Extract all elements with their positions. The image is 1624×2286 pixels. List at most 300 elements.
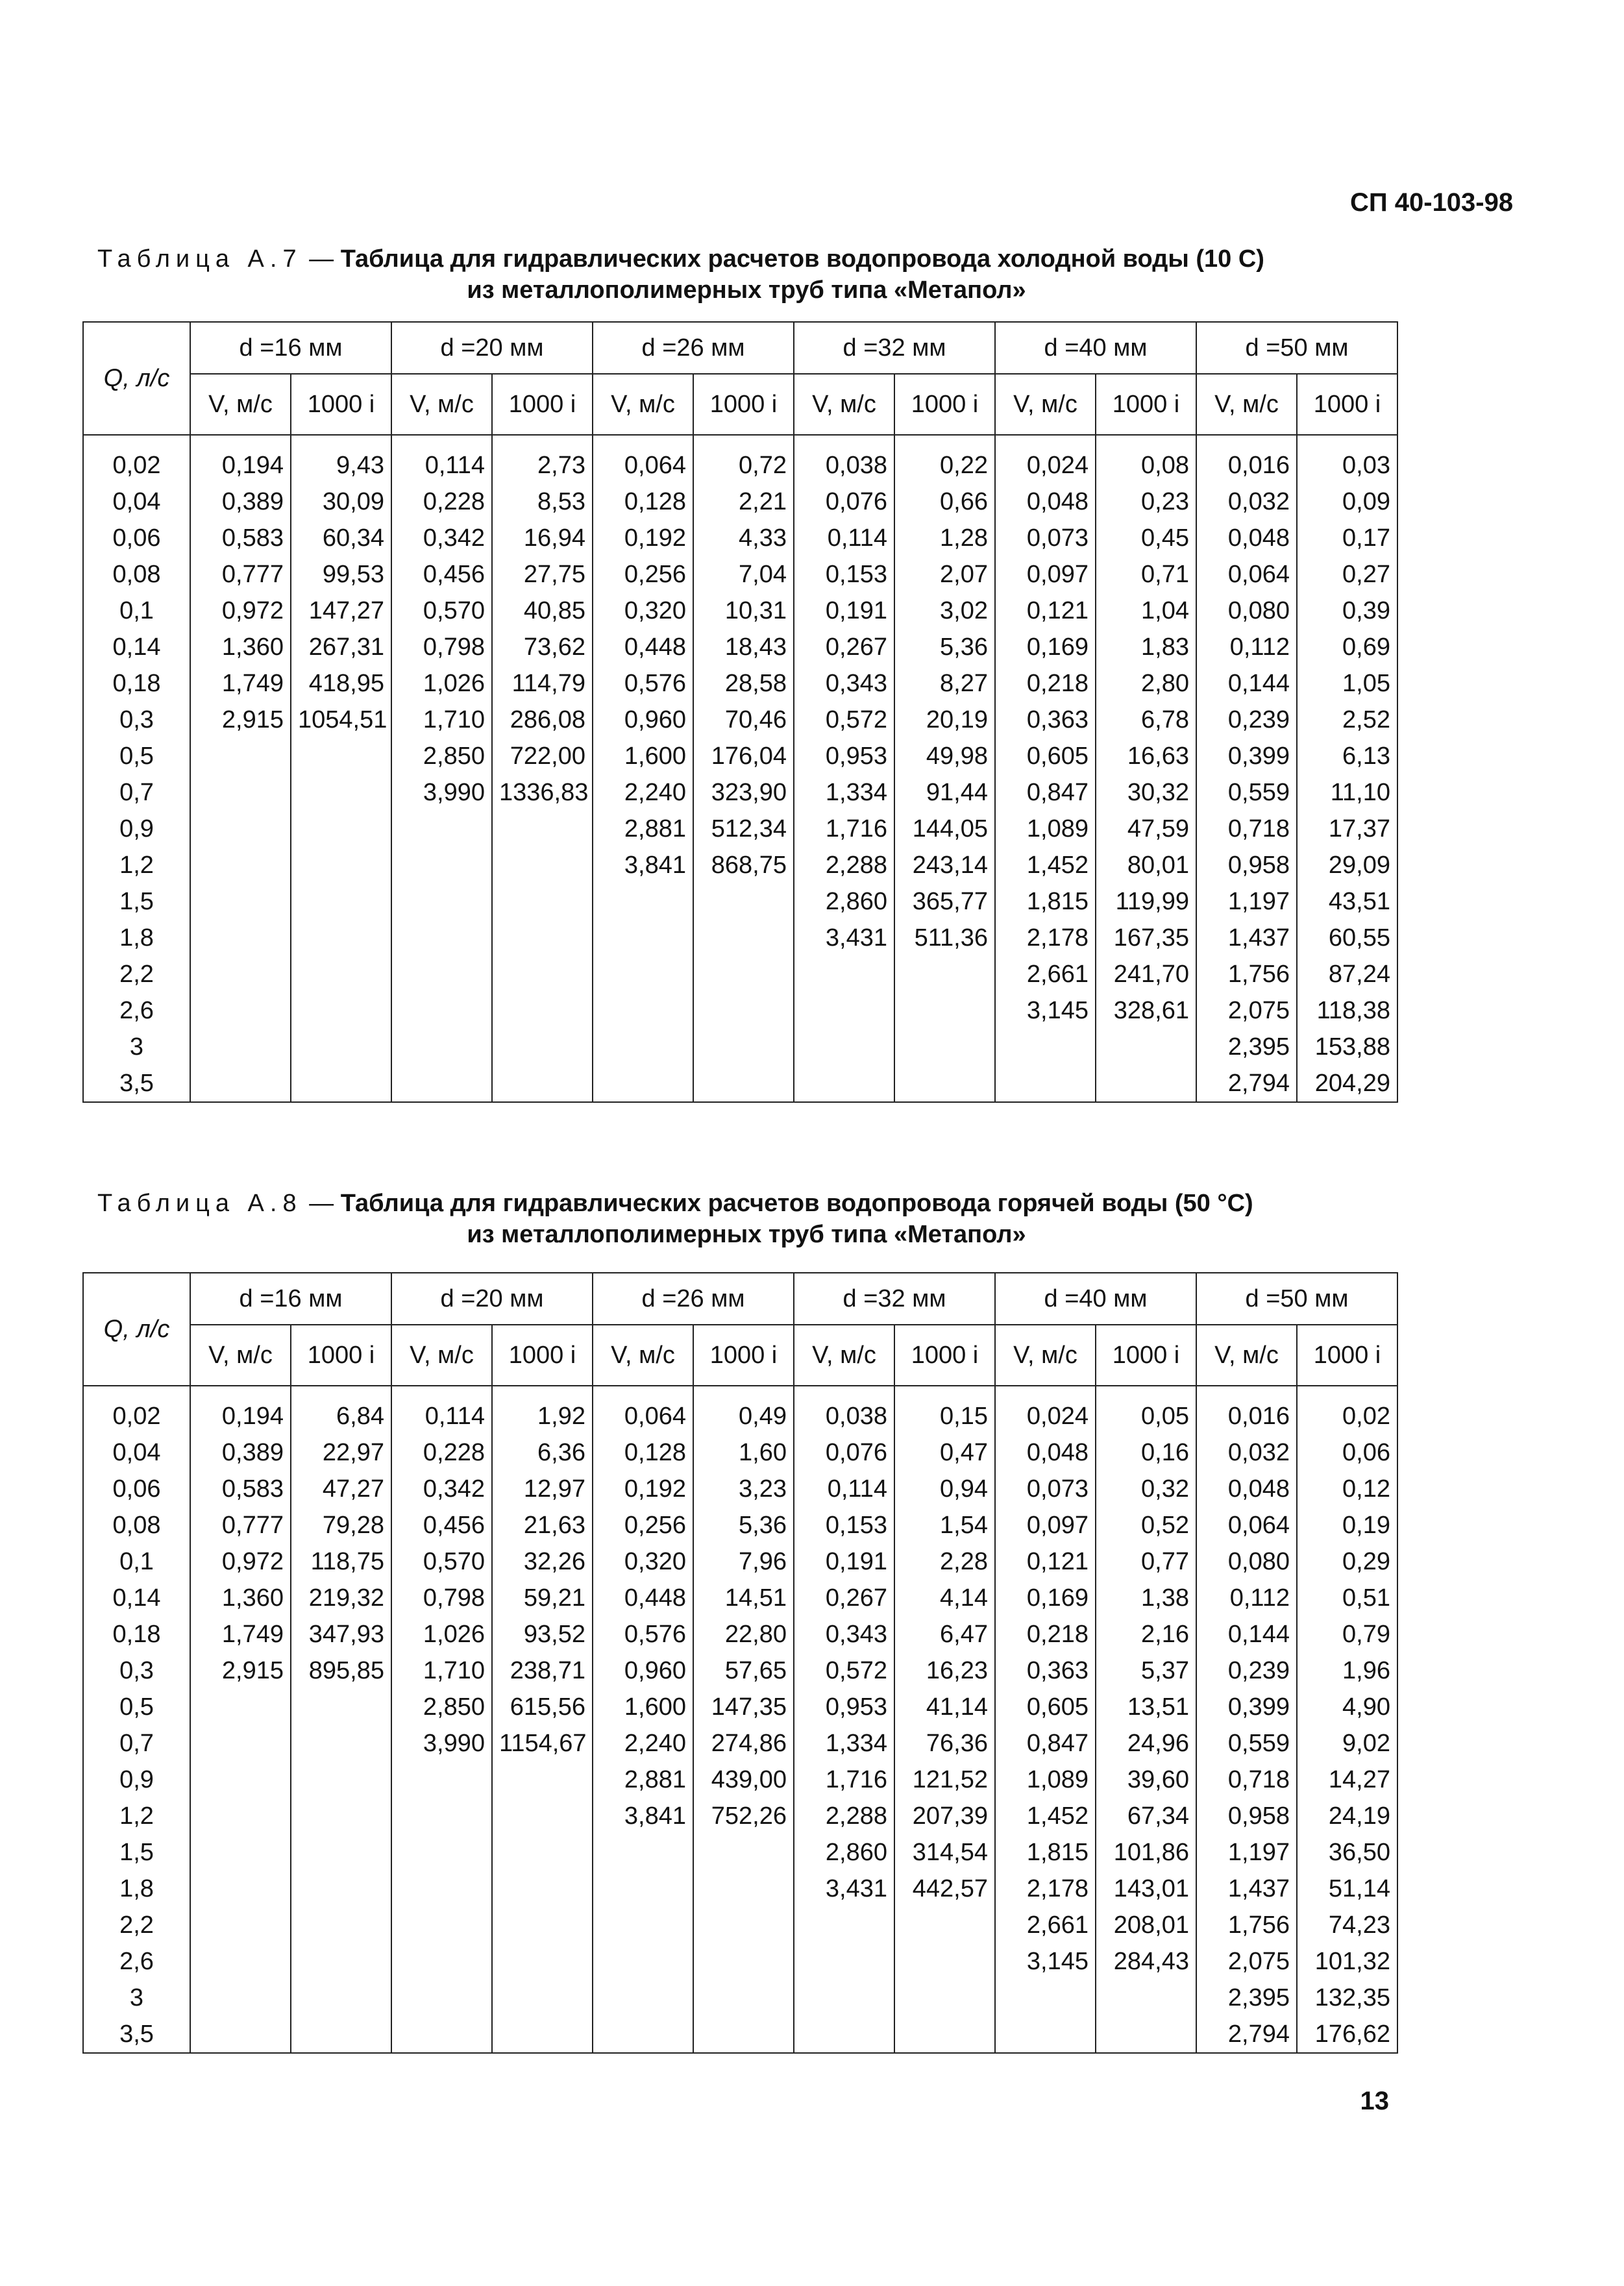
head-loss-cell xyxy=(492,992,593,1029)
velocity-cell: 3,990 xyxy=(391,774,492,811)
velocity-cell: 0,953 xyxy=(794,738,894,774)
velocity-cell: 1,360 xyxy=(190,1580,291,1616)
head-loss-header: 1000 i xyxy=(894,374,995,435)
velocity-cell: 0,024 xyxy=(995,1386,1096,1434)
velocity-cell: 0,076 xyxy=(794,1434,894,1471)
head-loss-cell: 284,43 xyxy=(1096,1943,1196,1980)
velocity-cell: 0,194 xyxy=(190,435,291,484)
head-loss-cell: 3,02 xyxy=(894,593,995,629)
flow-cell: 1,8 xyxy=(83,1871,190,1907)
velocity-cell: 0,343 xyxy=(794,1616,894,1653)
head-loss-header: 1000 i xyxy=(693,374,794,435)
flow-cell: 0,3 xyxy=(83,702,190,738)
head-loss-cell: 40,85 xyxy=(492,593,593,629)
head-loss-cell: 0,12 xyxy=(1297,1471,1397,1507)
velocity-cell: 0,192 xyxy=(593,1471,693,1507)
flow-cell: 0,04 xyxy=(83,484,190,520)
head-loss-cell: 60,34 xyxy=(291,520,391,556)
velocity-cell: 0,570 xyxy=(391,1543,492,1580)
velocity-cell xyxy=(190,956,291,992)
diameter-header: d =20 мм xyxy=(391,1273,593,1325)
diameter-header: d =40 мм xyxy=(995,1273,1196,1325)
head-loss-cell: 57,65 xyxy=(693,1653,794,1689)
head-loss-cell: 752,26 xyxy=(693,1798,794,1834)
velocity-cell xyxy=(794,1980,894,2016)
head-loss-cell: 1054,51 xyxy=(291,702,391,738)
table-row xyxy=(83,847,1397,883)
velocity-cell: 1,197 xyxy=(1196,883,1297,920)
velocity-cell: 0,032 xyxy=(1196,1434,1297,1471)
head-loss-cell: 0,77 xyxy=(1096,1543,1196,1580)
velocity-cell xyxy=(190,883,291,920)
velocity-cell: 0,169 xyxy=(995,1580,1096,1616)
velocity-cell: 2,661 xyxy=(995,956,1096,992)
head-loss-cell: 12,97 xyxy=(492,1471,593,1507)
head-loss-cell: 6,13 xyxy=(1297,738,1397,774)
table-row xyxy=(83,593,1397,629)
head-loss-cell: 0,49 xyxy=(693,1386,794,1434)
velocity-cell: 0,960 xyxy=(593,702,693,738)
head-loss-cell: 80,01 xyxy=(1096,847,1196,883)
velocity-cell: 0,121 xyxy=(995,593,1096,629)
head-loss-cell: 11,10 xyxy=(1297,774,1397,811)
head-loss-cell: 176,04 xyxy=(693,738,794,774)
velocity-cell xyxy=(391,1834,492,1871)
velocity-header: V, м/с xyxy=(995,374,1096,435)
head-loss-cell: 39,60 xyxy=(1096,1762,1196,1798)
head-loss-cell xyxy=(291,1907,391,1943)
velocity-cell xyxy=(190,1980,291,2016)
velocity-cell xyxy=(593,1907,693,1943)
head-loss-cell: 16,23 xyxy=(894,1653,995,1689)
head-loss-cell xyxy=(492,1834,593,1871)
velocity-cell: 1,710 xyxy=(391,1653,492,1689)
head-loss-cell xyxy=(894,1907,995,1943)
head-loss-cell: 49,98 xyxy=(894,738,995,774)
velocity-cell: 0,389 xyxy=(190,1434,291,1471)
table-a7-caption: Таблица А.7 — Таблица для гидравлических расчетов водопровода холодной воды (10 С) из металлополимерных труб типа «Метапол» xyxy=(97,243,1396,306)
velocity-cell xyxy=(190,920,291,956)
head-loss-cell xyxy=(291,2016,391,2053)
velocity-cell xyxy=(995,1980,1096,2016)
head-loss-cell: 6,47 xyxy=(894,1616,995,1653)
table-row xyxy=(83,1471,1397,1507)
head-loss-cell: 0,23 xyxy=(1096,484,1196,520)
head-loss-cell xyxy=(894,1980,995,2016)
head-loss-cell xyxy=(492,1798,593,1834)
head-loss-cell: 2,80 xyxy=(1096,665,1196,702)
table-a7-title-line2: из металлополимерных труб типа «Метапол» xyxy=(467,277,1026,304)
velocity-cell: 0,073 xyxy=(995,520,1096,556)
table-row xyxy=(83,556,1397,593)
head-loss-cell: 241,70 xyxy=(1096,956,1196,992)
velocity-cell: 0,798 xyxy=(391,629,492,665)
velocity-cell xyxy=(593,1029,693,1065)
head-loss-cell: 121,52 xyxy=(894,1762,995,1798)
head-loss-cell: 895,85 xyxy=(291,1653,391,1689)
flow-cell: 0,7 xyxy=(83,774,190,811)
head-loss-cell: 29,09 xyxy=(1297,847,1397,883)
head-loss-header: 1000 i xyxy=(291,1325,391,1386)
velocity-cell: 0,958 xyxy=(1196,1798,1297,1834)
velocity-cell: 1,437 xyxy=(1196,920,1297,956)
velocity-cell xyxy=(391,1029,492,1065)
head-loss-cell xyxy=(492,1029,593,1065)
velocity-cell: 1,756 xyxy=(1196,956,1297,992)
head-loss-cell xyxy=(291,883,391,920)
head-loss-cell xyxy=(492,956,593,992)
head-loss-cell: 6,84 xyxy=(291,1386,391,1434)
velocity-cell: 0,191 xyxy=(794,593,894,629)
velocity-cell: 2,860 xyxy=(794,883,894,920)
velocity-cell: 0,048 xyxy=(995,484,1096,520)
table-row xyxy=(83,738,1397,774)
flow-cell: 0,18 xyxy=(83,665,190,702)
velocity-cell: 0,080 xyxy=(1196,1543,1297,1580)
head-loss-cell: 1,96 xyxy=(1297,1653,1397,1689)
velocity-cell: 0,972 xyxy=(190,593,291,629)
head-loss-cell: 1,60 xyxy=(693,1434,794,1471)
head-loss-cell xyxy=(492,920,593,956)
diameter-header: d =26 мм xyxy=(593,322,794,374)
velocity-cell: 0,038 xyxy=(794,435,894,484)
head-loss-cell xyxy=(693,1029,794,1065)
head-loss-cell: 43,51 xyxy=(1297,883,1397,920)
head-loss-cell xyxy=(291,1725,391,1762)
head-loss-cell: 7,96 xyxy=(693,1543,794,1580)
head-loss-cell: 22,80 xyxy=(693,1616,794,1653)
velocity-cell: 1,815 xyxy=(995,883,1096,920)
head-loss-header: 1000 i xyxy=(1096,374,1196,435)
head-loss-cell xyxy=(693,1065,794,1102)
velocity-header: V, м/с xyxy=(995,1325,1096,1386)
head-loss-cell: 5,36 xyxy=(894,629,995,665)
velocity-cell: 0,570 xyxy=(391,593,492,629)
velocity-cell: 2,395 xyxy=(1196,1980,1297,2016)
velocity-cell: 0,114 xyxy=(794,520,894,556)
flow-cell: 3,5 xyxy=(83,1065,190,1102)
head-loss-cell xyxy=(291,738,391,774)
head-loss-cell xyxy=(492,2016,593,2053)
head-loss-cell xyxy=(492,1907,593,1943)
head-loss-cell xyxy=(894,992,995,1029)
head-loss-cell: 14,27 xyxy=(1297,1762,1397,1798)
velocity-cell: 1,334 xyxy=(794,1725,894,1762)
velocity-cell: 0,112 xyxy=(1196,629,1297,665)
head-loss-cell: 1,05 xyxy=(1297,665,1397,702)
velocity-cell: 0,153 xyxy=(794,556,894,593)
velocity-cell: 2,915 xyxy=(190,1653,291,1689)
velocity-cell: 0,718 xyxy=(1196,811,1297,847)
table-row xyxy=(83,1543,1397,1580)
table-row xyxy=(83,920,1397,956)
velocity-cell: 1,452 xyxy=(995,847,1096,883)
velocity-cell xyxy=(593,1980,693,2016)
velocity-cell: 0,448 xyxy=(593,1580,693,1616)
head-loss-cell xyxy=(1096,1980,1196,2016)
head-loss-cell: 0,09 xyxy=(1297,484,1397,520)
velocity-cell: 0,064 xyxy=(593,1386,693,1434)
head-loss-header: 1000 i xyxy=(1096,1325,1196,1386)
table-row xyxy=(83,2016,1397,2053)
head-loss-cell xyxy=(291,1871,391,1907)
flow-cell: 0,1 xyxy=(83,1543,190,1580)
flow-cell: 0,04 xyxy=(83,1434,190,1471)
velocity-cell: 0,456 xyxy=(391,1507,492,1543)
velocity-cell xyxy=(593,992,693,1029)
diameter-header: d =50 мм xyxy=(1196,1273,1397,1325)
head-loss-cell: 176,62 xyxy=(1297,2016,1397,2053)
velocity-cell: 0,048 xyxy=(995,1434,1096,1471)
head-loss-cell: 51,14 xyxy=(1297,1871,1397,1907)
diameter-header: d =20 мм xyxy=(391,322,593,374)
diameter-header: d =26 мм xyxy=(593,1273,794,1325)
velocity-cell: 0,064 xyxy=(1196,1507,1297,1543)
head-loss-cell: 0,47 xyxy=(894,1434,995,1471)
head-loss-header: 1000 i xyxy=(1297,1325,1397,1386)
velocity-header: V, м/с xyxy=(1196,1325,1297,1386)
velocity-cell: 3,990 xyxy=(391,1725,492,1762)
velocity-cell xyxy=(391,811,492,847)
velocity-cell xyxy=(995,1029,1096,1065)
velocity-cell: 2,661 xyxy=(995,1907,1096,1943)
head-loss-cell: 0,22 xyxy=(894,435,995,484)
head-loss-cell: 2,21 xyxy=(693,484,794,520)
head-loss-cell: 14,51 xyxy=(693,1580,794,1616)
head-loss-cell: 0,69 xyxy=(1297,629,1397,665)
velocity-cell xyxy=(190,738,291,774)
velocity-cell xyxy=(391,1980,492,2016)
velocity-cell xyxy=(995,2016,1096,2053)
velocity-cell xyxy=(190,1029,291,1065)
velocity-cell xyxy=(794,1029,894,1065)
head-loss-cell: 0,66 xyxy=(894,484,995,520)
head-loss-cell: 1,38 xyxy=(1096,1580,1196,1616)
table-row xyxy=(83,992,1397,1029)
head-loss-cell xyxy=(894,1065,995,1102)
head-loss-cell: 1336,83 xyxy=(492,774,593,811)
table-row xyxy=(83,1029,1397,1065)
velocity-cell xyxy=(190,1943,291,1980)
head-loss-cell: 16,63 xyxy=(1096,738,1196,774)
head-loss-cell xyxy=(291,1980,391,2016)
diameter-header: d =40 мм xyxy=(995,322,1196,374)
head-loss-cell: 153,88 xyxy=(1297,1029,1397,1065)
velocity-cell xyxy=(794,1943,894,1980)
head-loss-cell: 7,04 xyxy=(693,556,794,593)
velocity-cell: 0,399 xyxy=(1196,1689,1297,1725)
velocity-cell: 1,452 xyxy=(995,1798,1096,1834)
flow-cell: 0,5 xyxy=(83,1689,190,1725)
velocity-header: V, м/с xyxy=(593,374,693,435)
head-loss-cell: 47,59 xyxy=(1096,811,1196,847)
head-loss-cell: 2,16 xyxy=(1096,1616,1196,1653)
page-number: 13 xyxy=(1360,2087,1389,2115)
head-loss-cell: 0,06 xyxy=(1297,1434,1397,1471)
head-loss-cell: 47,27 xyxy=(291,1471,391,1507)
velocity-cell xyxy=(794,1907,894,1943)
table-a8-caption: Таблица А.8 — Таблица для гидравлических расчетов водопровода горячей воды (50 °С) из металлополимерных труб типа «Метапол» xyxy=(97,1188,1396,1250)
velocity-cell: 0,559 xyxy=(1196,774,1297,811)
flow-cell: 2,6 xyxy=(83,1943,190,1980)
velocity-cell: 0,953 xyxy=(794,1689,894,1725)
head-loss-cell: 87,24 xyxy=(1297,956,1397,992)
head-loss-cell: 41,14 xyxy=(894,1689,995,1725)
head-loss-cell: 147,27 xyxy=(291,593,391,629)
velocity-header: V, м/с xyxy=(391,1325,492,1386)
velocity-cell: 2,881 xyxy=(593,811,693,847)
head-loss-cell: 6,78 xyxy=(1096,702,1196,738)
velocity-cell: 0,097 xyxy=(995,556,1096,593)
head-loss-cell xyxy=(693,1943,794,1980)
head-loss-cell: 511,36 xyxy=(894,920,995,956)
velocity-cell xyxy=(593,1943,693,1980)
head-loss-cell xyxy=(693,883,794,920)
diameter-header: d =16 мм xyxy=(190,322,391,374)
velocity-cell: 0,342 xyxy=(391,1471,492,1507)
velocity-cell: 1,089 xyxy=(995,811,1096,847)
velocity-cell: 0,228 xyxy=(391,484,492,520)
diameter-header: d =32 мм xyxy=(794,1273,995,1325)
velocity-cell xyxy=(391,992,492,1029)
table-row xyxy=(83,1580,1397,1616)
velocity-cell: 0,218 xyxy=(995,1616,1096,1653)
table-a7 xyxy=(82,321,1398,1103)
head-loss-cell: 17,37 xyxy=(1297,811,1397,847)
head-loss-cell: 24,96 xyxy=(1096,1725,1196,1762)
head-loss-cell: 167,35 xyxy=(1096,920,1196,956)
head-loss-cell xyxy=(291,847,391,883)
velocity-cell: 0,114 xyxy=(391,1386,492,1434)
head-loss-cell: 1,28 xyxy=(894,520,995,556)
head-loss-cell: 147,35 xyxy=(693,1689,794,1725)
velocity-cell: 1,026 xyxy=(391,1616,492,1653)
flow-cell: 0,14 xyxy=(83,1580,190,1616)
head-loss-cell: 5,36 xyxy=(693,1507,794,1543)
head-loss-cell: 0,16 xyxy=(1096,1434,1196,1471)
flow-cell: 1,2 xyxy=(83,847,190,883)
velocity-cell: 1,360 xyxy=(190,629,291,665)
velocity-cell: 0,032 xyxy=(1196,484,1297,520)
velocity-cell: 0,363 xyxy=(995,702,1096,738)
head-loss-header: 1000 i xyxy=(894,1325,995,1386)
head-loss-cell: 13,51 xyxy=(1096,1689,1196,1725)
flow-cell: 0,02 xyxy=(83,1386,190,1434)
head-loss-cell xyxy=(693,1980,794,2016)
velocity-cell: 2,850 xyxy=(391,1689,492,1725)
head-loss-cell: 5,37 xyxy=(1096,1653,1196,1689)
head-loss-cell: 70,46 xyxy=(693,702,794,738)
velocity-header: V, м/с xyxy=(794,374,894,435)
velocity-cell: 2,288 xyxy=(794,1798,894,1834)
head-loss-cell: 30,32 xyxy=(1096,774,1196,811)
flow-cell: 0,06 xyxy=(83,1471,190,1507)
head-loss-cell xyxy=(291,1689,391,1725)
q-header: Q, л/с xyxy=(83,322,190,435)
head-loss-cell xyxy=(693,920,794,956)
velocity-header: V, м/с xyxy=(190,1325,291,1386)
diameter-header: d =32 мм xyxy=(794,322,995,374)
head-loss-cell: 0,39 xyxy=(1297,593,1397,629)
flow-cell: 0,06 xyxy=(83,520,190,556)
diameter-header: d =50 мм xyxy=(1196,322,1397,374)
head-loss-cell: 0,27 xyxy=(1297,556,1397,593)
head-loss-cell: 0,71 xyxy=(1096,556,1196,593)
velocity-cell: 2,240 xyxy=(593,774,693,811)
head-loss-cell xyxy=(693,1871,794,1907)
velocity-cell: 0,016 xyxy=(1196,1386,1297,1434)
velocity-cell: 0,097 xyxy=(995,1507,1096,1543)
velocity-cell: 0,228 xyxy=(391,1434,492,1471)
table-row xyxy=(83,1386,1397,1434)
head-loss-cell: 347,93 xyxy=(291,1616,391,1653)
velocity-cell: 1,749 xyxy=(190,1616,291,1653)
flow-cell: 0,18 xyxy=(83,1616,190,1653)
head-loss-cell: 27,75 xyxy=(492,556,593,593)
velocity-cell: 0,847 xyxy=(995,774,1096,811)
head-loss-cell xyxy=(291,992,391,1029)
velocity-cell xyxy=(190,1762,291,1798)
velocity-cell xyxy=(190,1725,291,1762)
flow-cell: 0,9 xyxy=(83,811,190,847)
flow-cell: 3 xyxy=(83,1029,190,1065)
velocity-cell: 0,064 xyxy=(1196,556,1297,593)
head-loss-cell: 8,27 xyxy=(894,665,995,702)
velocity-cell: 0,342 xyxy=(391,520,492,556)
velocity-cell: 0,169 xyxy=(995,629,1096,665)
head-loss-cell: 2,73 xyxy=(492,435,593,484)
head-loss-cell: 79,28 xyxy=(291,1507,391,1543)
velocity-cell: 1,716 xyxy=(794,1762,894,1798)
velocity-cell: 0,777 xyxy=(190,1507,291,1543)
velocity-cell xyxy=(391,883,492,920)
head-loss-cell: 0,08 xyxy=(1096,435,1196,484)
head-loss-cell: 0,45 xyxy=(1096,520,1196,556)
velocity-cell: 3,841 xyxy=(593,1798,693,1834)
table-row xyxy=(83,1834,1397,1871)
head-loss-cell: 36,50 xyxy=(1297,1834,1397,1871)
head-loss-cell xyxy=(693,1907,794,1943)
velocity-cell: 0,267 xyxy=(794,1580,894,1616)
document-code: СП 40-103-98 xyxy=(1350,188,1514,217)
diameter-header: d =16 мм xyxy=(190,1273,391,1325)
head-loss-cell xyxy=(291,1065,391,1102)
velocity-cell xyxy=(391,847,492,883)
velocity-cell xyxy=(190,1907,291,1943)
table-row xyxy=(83,1653,1397,1689)
velocity-cell: 0,320 xyxy=(593,1543,693,1580)
head-loss-cell: 204,29 xyxy=(1297,1065,1397,1102)
velocity-cell: 0,572 xyxy=(794,1653,894,1689)
velocity-cell xyxy=(190,1798,291,1834)
velocity-cell: 0,605 xyxy=(995,1689,1096,1725)
head-loss-cell: 4,90 xyxy=(1297,1689,1397,1725)
table-row xyxy=(83,665,1397,702)
velocity-cell: 0,572 xyxy=(794,702,894,738)
head-loss-cell: 0,03 xyxy=(1297,435,1397,484)
velocity-cell: 0,239 xyxy=(1196,1653,1297,1689)
velocity-cell xyxy=(190,1871,291,1907)
table-row xyxy=(83,629,1397,665)
head-loss-cell: 365,77 xyxy=(894,883,995,920)
velocity-cell: 0,024 xyxy=(995,435,1096,484)
velocity-cell: 0,114 xyxy=(391,435,492,484)
velocity-cell: 1,749 xyxy=(190,665,291,702)
head-loss-cell xyxy=(1096,1065,1196,1102)
velocity-cell xyxy=(190,2016,291,2053)
head-loss-cell: 24,19 xyxy=(1297,1798,1397,1834)
velocity-cell: 3,145 xyxy=(995,1943,1096,1980)
